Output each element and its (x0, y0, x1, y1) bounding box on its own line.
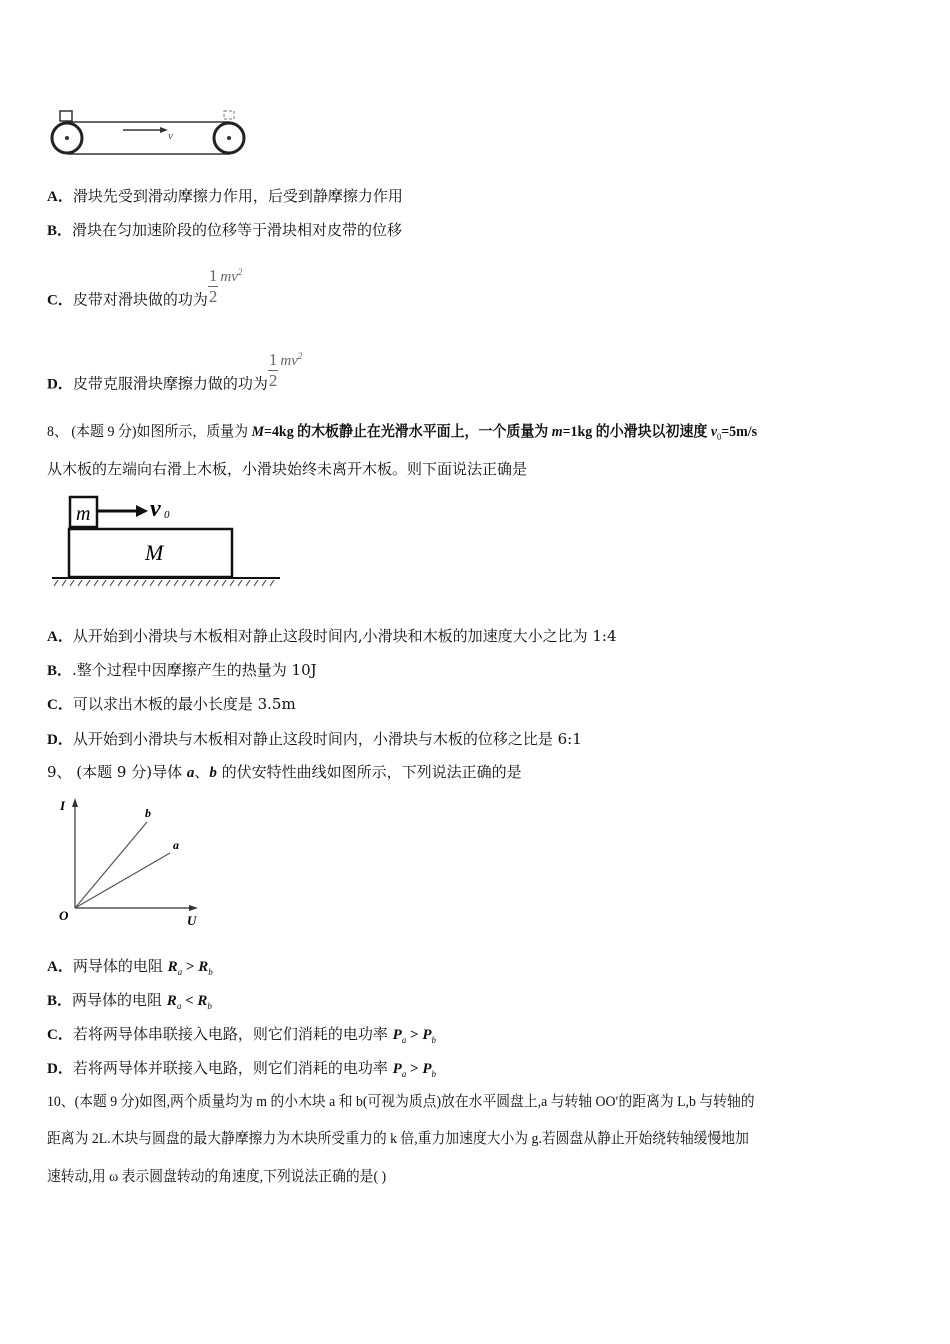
formula (220, 266, 243, 285)
slider-block-end (224, 111, 234, 119)
text: 的伏安特性曲线如图所示，下列说法正确的是 (216, 763, 522, 781)
formula-base: mv (220, 268, 238, 285)
fraction-denominator: 2 (208, 287, 218, 306)
operator: > (406, 1061, 423, 1077)
board-label: M (145, 540, 164, 565)
subscript: b (431, 1035, 437, 1045)
operator: > (406, 1027, 423, 1043)
q9-option-a (47, 956, 213, 983)
x-axis-label: U (187, 913, 197, 928)
option-label: A． (47, 959, 73, 975)
q9-option-c (47, 1024, 436, 1051)
q8-option-c (47, 694, 296, 715)
symbol: R (197, 993, 208, 1009)
q10-stem-line1: 10、(本题 9 分)如图,两个质量均为 m 的小木块 a 和 b(可视为质点)放在水平圆盘上,a 与转轴 OO′的距离为 L,b 与转轴的 (47, 1094, 755, 1110)
option-text: 若将两导体串联接入电路，则它们消耗的电功率 (72, 1025, 393, 1043)
subscript: 0 (717, 432, 722, 442)
option-label: B． (47, 993, 73, 1009)
velocity-subscript: 0 (164, 509, 170, 521)
option-label: A． (47, 629, 73, 645)
ground-hatching (54, 580, 274, 586)
q10-stem-line2: 距离为 2L.木块与圆盘的最大静摩擦力为木块所受重力的 k 倍,重力加速度大小为 g.若圆盘从静止开始绕转轴缓慢地加 (47, 1131, 749, 1147)
text: =4kg 的木板静止在光滑水平面上，一个质量为 (264, 424, 552, 440)
var-v: v (710, 424, 718, 440)
line-b-label: b (145, 806, 151, 820)
velocity-arrow-icon (160, 127, 168, 133)
q8-option-d (47, 729, 582, 750)
symbol: R (166, 993, 177, 1009)
symbol: P (422, 1061, 432, 1077)
symbol: P (392, 1027, 402, 1043)
option-text: 皮带克服滑块摩擦力做的功为 (72, 374, 268, 393)
formula-exponent: 2 (297, 350, 303, 361)
option-text: 若将两导体并联接入电路，则它们消耗的电功率 (72, 1059, 393, 1077)
option-label: D． (47, 732, 73, 748)
subscript: a (401, 1035, 407, 1045)
option-label: B． (47, 223, 73, 239)
q7-option-a (47, 186, 403, 207)
line-a (75, 853, 170, 908)
fraction (208, 266, 219, 307)
fraction-numerator: 1 (268, 350, 278, 369)
symbol: P (392, 1061, 402, 1077)
option-label: B． (47, 663, 73, 679)
symbol: R (167, 959, 178, 975)
var-M: M (251, 424, 265, 440)
var-a: a (186, 765, 195, 781)
option-text: 可以求出木板的最小长度是 3.5m (72, 695, 296, 713)
q7-option-c (47, 266, 243, 321)
q7-option-d (47, 350, 303, 405)
q9-option-d (47, 1058, 436, 1085)
arrow-icon (136, 505, 148, 517)
x-axis-arrow-icon (189, 905, 198, 911)
option-label: D． (47, 1061, 73, 1077)
fraction (268, 350, 279, 391)
text: =5m/s (721, 424, 758, 440)
formula (280, 350, 303, 369)
text: 9、 (本题 9 分)导体 (47, 763, 187, 781)
subscript: a (177, 967, 183, 977)
operator: > (182, 959, 199, 975)
fraction-denominator: 2 (268, 371, 278, 390)
velocity-label: v (150, 496, 161, 522)
y-axis-arrow-icon (72, 798, 78, 807)
var-m: m (551, 424, 563, 440)
line-b (75, 822, 147, 908)
option-label: A． (47, 189, 73, 205)
subscript: a (401, 1069, 407, 1079)
conveyor-belt-diagram (48, 108, 248, 160)
q8-stem-line1 (47, 422, 757, 447)
subscript: b (431, 1069, 437, 1079)
text: =1kg 的小滑块以初速度 (562, 424, 711, 440)
subscript: b (208, 967, 213, 977)
subscript: a (176, 1001, 182, 1011)
option-label: C． (47, 1027, 73, 1043)
slider-block (60, 111, 72, 121)
option-label: D． (47, 376, 73, 393)
q8-option-a (47, 626, 617, 647)
option-label: C． (47, 292, 73, 309)
q8-stem-line2: 从木板的左端向右滑上木板，小滑块始终未离开木板。则下面说法正确是 (47, 460, 528, 478)
block-board-diagram (50, 494, 285, 589)
symbol: R (198, 959, 209, 975)
q10-stem-line3: 速转动,用 ω 表示圆盘转动的角速度,下列说法正确的是( ) (47, 1169, 387, 1185)
origin-label: O (59, 908, 69, 923)
q9-stem (47, 762, 522, 783)
text: 、 (194, 763, 210, 781)
q9-option-b (47, 990, 212, 1017)
option-label: C． (47, 697, 73, 713)
option-text: .整个过程中因摩擦产生的热量为 10J (72, 661, 317, 679)
operator: < (181, 993, 198, 1009)
option-text: 两导体的电阻 (72, 957, 168, 975)
fraction-numerator: 1 (208, 266, 218, 285)
formula-base: mv (280, 352, 298, 369)
velocity-label: v (168, 130, 173, 142)
formula-exponent: 2 (237, 266, 243, 277)
line-a-label: a (173, 838, 179, 852)
y-axis-label: I (60, 798, 66, 813)
option-text: 从开始到小滑块与木板相对静止这段时间内，小滑块与木板的位移之比是 6:1 (72, 730, 582, 748)
option-text: 两导体的电阻 (72, 991, 167, 1009)
q7-option-b (47, 220, 402, 241)
small-block-label: m (76, 503, 91, 525)
option-text: 从开始到小滑块与木板相对静止这段时间内,小滑块和木板的加速度大小之比为 1:4 (72, 627, 617, 645)
option-text: 滑块在匀加速阶段的位移等于滑块相对皮带的位移 (72, 221, 403, 239)
iv-characteristic-graph (55, 795, 205, 930)
q8-option-b (47, 660, 317, 681)
option-text: 滑块先受到滑动摩擦力作用，后受到静摩擦力作用 (72, 187, 403, 205)
option-text: 皮带对滑块做的功为 (72, 290, 208, 309)
subscript: b (207, 1001, 212, 1011)
text: 8、 (本题 9 分)如图所示，质量为 (47, 424, 252, 440)
symbol: P (422, 1027, 432, 1043)
var-b: b (209, 765, 217, 781)
